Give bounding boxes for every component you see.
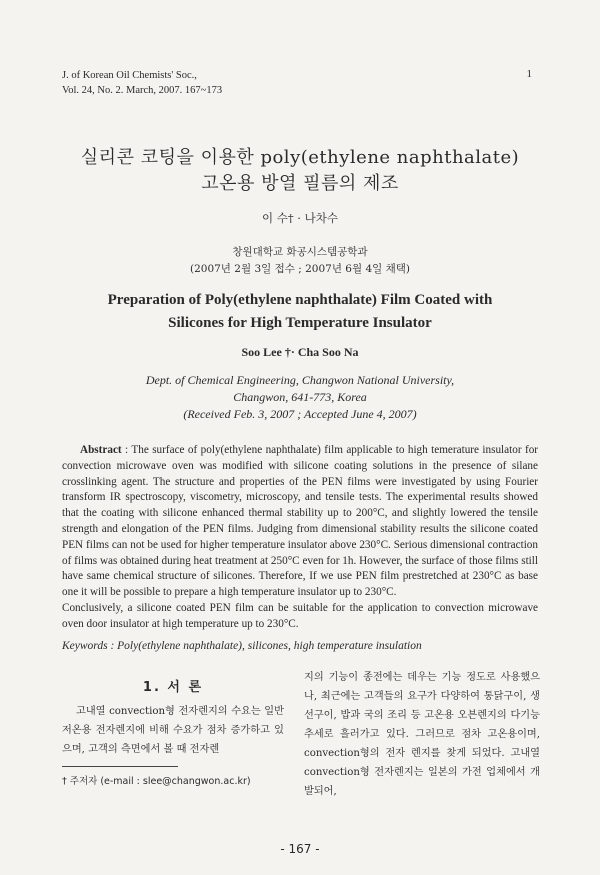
page-number: 1 xyxy=(526,68,532,80)
english-affiliation-line2: Changwon, 641-773, Korea xyxy=(233,390,367,404)
introduction-right-column: 지의 기능이 종전에는 데우는 기능 정도로 사용했으나, 최근에는 고객들의 요구가 다양하여 통닭구이, 생선구이, 밥과 국의 조리 등 고온용 오븐렌지의 다기능 추세로 흘러가고 있다. 그러므로 점차 고온용이며, convection형의 전자 렌지를 찾게 되었다. 고내열 convection형 전자렌지는 일본의 가전 업체에서 개발되어, xyxy=(304,672,540,797)
abstract-paragraph-2: Conclusively, a silicone coated PEN film can be suitable for the application to convection microwave oven door insulator at high temperature up to 230°C. xyxy=(62,601,538,630)
journal-volume: Vol. 24, No. 2. March, 2007. 167~173 xyxy=(62,85,223,96)
abstract-separator: : xyxy=(121,444,132,456)
english-dates: (Received Feb. 3, 2007 ; Accepted June 4, 2007) xyxy=(183,407,417,421)
introduction-left-column: 고내열 convection형 전자렌지의 수요는 일반 저온용 전자렌지에 비해 수요가 점차 증가하고 있으며, 고객의 측면에서 볼 때 전자렌 xyxy=(62,706,284,755)
keywords: Keywords : Poly(ethylene naphthalate), silicones, high temperature insulation xyxy=(62,640,422,652)
abstract-label: Abstract xyxy=(80,444,122,456)
english-affiliation xyxy=(0,372,600,423)
english-title xyxy=(0,289,600,335)
korean-affiliation-name: 창원대학교 화공시스템공학과 xyxy=(232,246,368,258)
abstract xyxy=(62,443,538,633)
korean-affiliation xyxy=(0,244,600,278)
korean-authors: 이 수† · 나차수 xyxy=(262,211,338,225)
abstract-paragraph-1 xyxy=(62,443,538,601)
section-heading-introduction: 1. 서 론 xyxy=(142,680,204,695)
journal-citation xyxy=(62,68,222,98)
english-authors: Soo Lee †· Cha Soo Na xyxy=(241,345,359,359)
korean-title-line1: 실리콘 코팅을 이용한 poly(ethylene naphthalate) xyxy=(80,147,520,168)
english-title-line2: Silicones for High Temperature Insulator xyxy=(168,315,432,331)
abstract-text-1: The surface of poly(ethylene naphthalate) film applicable to high temerature insulator for convection microwave oven was modified with silicone coating solutions in the presence of silane crosslinking agent. The structure and properties of the PEN films were investigated by using Fourier transform IR spectroscopy, viscometry, microscopy, and tensile tests. The experimental results showed that the coating with silicone enhanced thermal stability up to 200°C, and slightly lowered the tensile strength and elongation of the PEN films. Judging from dimensional stability results the silicone coated PEN films can not be used for higher temperature insulator above 230°C. Serious dimensional contraction of films was obtained during heat treatment at 250°C even for 1h. However, the surface of those films still have same chemical structure of silicones. Therefore, If we use PEN film prestretched at 230°C as base one it will be possible to prepare a high temperature insulator up to 230°C. xyxy=(62,444,539,599)
english-title-line1: Preparation of Poly(ethylene naphthalate) Film Coated with xyxy=(107,292,493,308)
footnote-divider xyxy=(62,766,178,767)
english-affiliation-line1: Dept. of Chemical Engineering, Changwon National University, xyxy=(145,373,455,387)
corresponding-author-footnote: † 주저자 (e-mail : slee@changwon.ac.kr) xyxy=(62,776,251,787)
korean-title-line2: 고온용 방열 필름의 제조 xyxy=(201,173,399,194)
page-footer-number: - 167 - xyxy=(280,842,320,856)
korean-title xyxy=(0,145,600,197)
journal-name: J. of Korean Oil Chemists' Soc., xyxy=(62,70,197,81)
korean-dates: (2007년 2월 3일 접수 ; 2007년 6월 4일 채택) xyxy=(189,263,411,275)
